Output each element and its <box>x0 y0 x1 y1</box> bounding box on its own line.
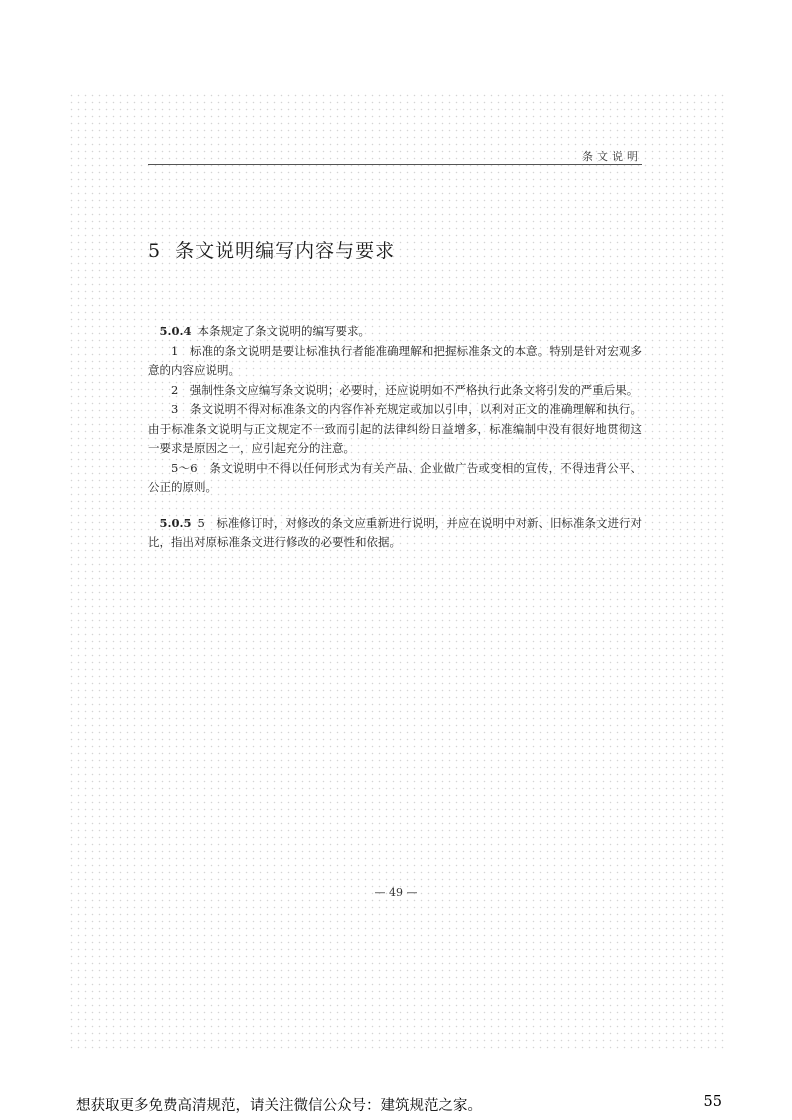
clause-item: 2 强制性条文应编写条文说明；必要时，还应说明如不严格执行此条文将引发的严重后果。 <box>171 382 639 397</box>
clause-item: 1 标准的条文说明是要让标准执行者能准确理解和把握标准条文的本意。特别是针对宏观多意的内容应说明。 <box>148 343 642 377</box>
clause-intro: 本条规定了条文说明的编写要求。 <box>197 324 371 338</box>
chapter-number: 5 <box>148 240 162 262</box>
chapter-title <box>148 236 395 263</box>
clause-item: 5～6 条文说明中不得以任何形式为有关产品、企业做广告或变相的宣传，不得违背公平、公正的原则。 <box>148 460 642 494</box>
clause-5-0-4 <box>148 322 642 342</box>
chapter-title-text: 条文说明编写内容与要求 <box>175 240 396 262</box>
clause-number: 5.0.4 <box>159 324 192 338</box>
footer-page-number: 55 <box>703 1094 722 1110</box>
footer-note: 想获取更多免费高清规范，请关注微信公众号：建筑规范之家。 <box>76 1098 482 1114</box>
header-rule <box>148 164 642 165</box>
clause-number: 5.0.5 <box>159 515 192 530</box>
clause-5-0-5 <box>148 514 642 553</box>
running-header: 条文说明 <box>582 150 642 163</box>
body-text <box>148 322 642 553</box>
clause-intro: 5 标准修订时，对修改的条文应重新进行说明，并应在说明中对新、旧标准条文进行对比，指出对原标准条文进行修改的必要性和依据。 <box>148 515 642 549</box>
clause-item: 3 条文说明不得对标准条文的内容作补充规定或加以引申，以利对正文的准确理解和执行。由于标准条文说明与正文规定不一致而引起的法律纠纷日益增多，标准编制中没有很好地贯彻这一要求是原因之一，应引起充分的注意。 <box>148 402 642 455</box>
page-number: — 49 — <box>374 886 418 899</box>
